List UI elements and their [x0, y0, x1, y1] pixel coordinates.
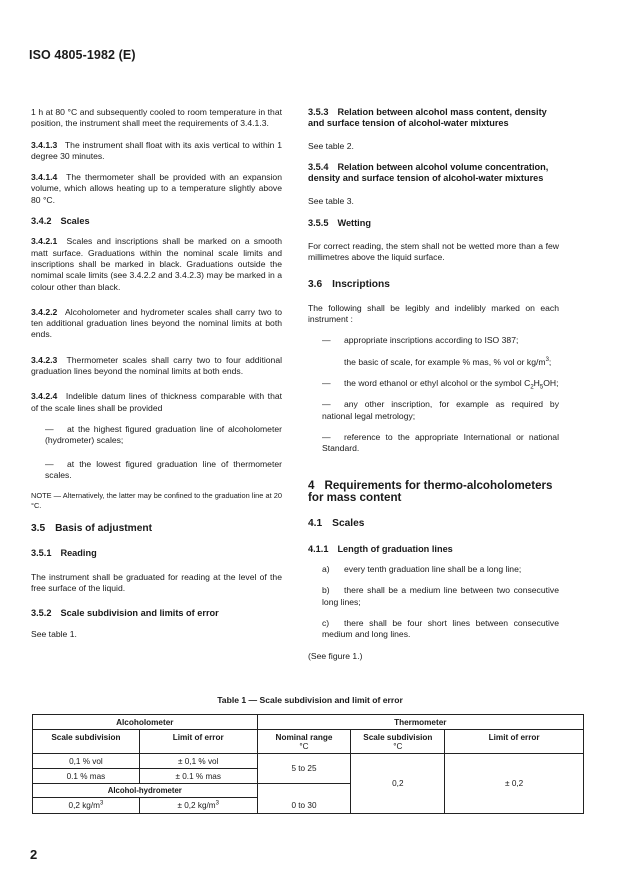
cell-subdivision: 0.1 % mas [33, 769, 140, 784]
paragraph-continuation: 1 h at 80 °C and subsequently cooled to room temperature in that position, the instrument shall meet the requirements of 3.4.1.3. [31, 107, 282, 129]
clause-3-4-2-4 [31, 391, 282, 414]
cell-text: ± 0,2 kg/m [177, 801, 216, 810]
list-item-text: the basic of scale, for example % mas, % vol or kg/m [344, 356, 546, 367]
heading-number: 4.1 [308, 518, 323, 530]
paragraph: The instrument shall be graduated for reading at the level of the free surface of the liquid. [31, 571, 282, 594]
paragraph: The following shall be legibly and indelibly marked on each instrument : [308, 302, 559, 325]
heading-3-5-1 [31, 548, 282, 559]
clause-text: Alcoholometer and hydrometer scales shall carry two to ten additional graduation lines beyond the nominal limits at both ends. [31, 306, 282, 340]
clause-text: Thermometer scales shall carry two to four additional graduation lines beyond the nominal limits at both ends. [31, 354, 283, 377]
dash-bullet: — [322, 399, 331, 410]
right-column [308, 107, 559, 672]
paragraph: See table 1. [31, 628, 77, 639]
heading-3-5 [31, 523, 282, 534]
cell-subdivision [33, 798, 140, 814]
group-header-alcoholometer: Alcoholometer [33, 715, 258, 730]
heading-title: Basis of adjustment [55, 523, 152, 535]
clause-number: 3.4.1.3 [31, 139, 58, 150]
clause-number: 3.4.2.2 [31, 306, 58, 317]
list-item-text: reference to the appropriate International or national Standard. [322, 431, 559, 454]
clause-text: The instrument shall float with its axis vertical to within 1 degree 30 minutes. [31, 139, 282, 161]
clause-3-4-2-1 [31, 236, 282, 292]
list-item [308, 564, 559, 575]
paragraph: See table 2. [308, 141, 354, 151]
heading-3-5-4 [308, 162, 559, 183]
list-label: c) [322, 617, 330, 628]
clause-3-4-1-3 [31, 140, 282, 163]
cell-subdivision: 0,1 % vol [33, 754, 140, 769]
clause-3-4-2-3 [31, 355, 282, 378]
header-unit: °C [299, 742, 309, 751]
punctuation: ; [548, 356, 552, 367]
list-label: b) [322, 585, 330, 596]
heading-title: Inscriptions [332, 279, 390, 291]
heading-title: Wetting [337, 217, 371, 228]
heading-number: 3.5.2 [31, 608, 52, 619]
heading-number: 3.6 [308, 279, 323, 291]
paragraph: For correct reading, the stem shall not be wetted more than a few millimetres above the liquid surface. [308, 240, 559, 263]
dash-bullet: — [322, 377, 331, 388]
superscript: 3 [215, 800, 219, 807]
heading-number: 3.5 [31, 523, 46, 535]
cell-t-limit: ± 0,2 [445, 754, 584, 814]
heading-3-6 [308, 279, 559, 290]
table-title: Table 1 — Scale subdivision and limit of error [217, 695, 403, 705]
clause-3-4-2-2 [31, 307, 282, 341]
col-header-nominal-range [257, 730, 351, 754]
list-item-text: OH; [543, 377, 559, 388]
heading-title: Relation between alcohol volume concentration, density and surface tension of alcohol-water mixtures [308, 162, 549, 183]
header-label: Scale subdivision [363, 733, 433, 742]
page-number: 2 [30, 847, 38, 862]
header-label: Nominal range [275, 733, 333, 742]
subgroup-header-alcohol-hydrometer: Alcohol-hydrometer [33, 784, 258, 798]
col-header-limit-of-error: Limit of error [139, 730, 257, 754]
clause-3-4-1-4 [31, 172, 282, 206]
list-item [308, 618, 559, 641]
heading-title: Scales [60, 216, 90, 227]
heading-number: 4.1.1 [308, 543, 329, 554]
clause-text: Scales and inscriptions shall be marked on a smooth matt surface. Graduations within the nominal scale limits and inscriptions shall be marked in black. Graduations outside the nomimal scale limits (see 3.4.2.2 and 3.4.2.3) may be marked in a colour other than black. [31, 236, 282, 292]
heading-4-1 [308, 518, 559, 529]
heading-4-1-1 [308, 544, 559, 555]
dash-bullet: — [45, 423, 54, 434]
col-header-scale-subdivision: Scale subdivision [33, 730, 140, 754]
cell-limit: ± 0.1 % mas [139, 769, 257, 784]
group-header-thermometer: Thermometer [257, 715, 583, 730]
clause-number: 3.4.1.4 [31, 172, 58, 183]
list-item [308, 335, 559, 346]
cell-t-subdivision: 0,2 [351, 754, 445, 814]
heading-title: Reading [60, 548, 97, 559]
heading-title: Length of graduation lines [337, 543, 453, 554]
cell-limit [139, 798, 257, 814]
heading-3-4-2 [31, 216, 282, 227]
heading-3-5-2 [31, 608, 282, 619]
heading-number: 3.5.4 [308, 162, 329, 173]
cell-nominal-range: 0 to 30 [257, 784, 351, 814]
clause-number: 3.4.2.4 [31, 391, 58, 402]
clause-text: Indelible datum lines of thickness comparable with that of the scale lines shall be provided [31, 391, 283, 413]
list-item-text: at the lowest figured graduation line of thermometer scales. [45, 458, 282, 480]
heading-3-5-5 [308, 218, 559, 229]
list-item [308, 585, 559, 608]
paragraph: See table 3. [308, 196, 354, 207]
heading-number: 3.4.2 [31, 216, 52, 227]
clause-number: 3.4.2.1 [31, 236, 58, 247]
cell-nominal-range: 5 to 25 [257, 754, 351, 784]
heading-4 [308, 480, 559, 504]
list-item-text: every tenth graduation line shall be a long line; [344, 564, 522, 575]
clause-number: 3.4.2.3 [31, 354, 58, 365]
col-header-t-scale-subdivision [351, 730, 445, 754]
superscript: 3 [545, 356, 549, 363]
list-item-text: the word ethanol or ethyl alcohol or the symbol C [344, 377, 531, 388]
list-item-text: there shall be four short lines between consecutive medium and long lines. [322, 617, 559, 640]
dash-bullet: — [322, 335, 331, 346]
list-item-text: H [533, 377, 540, 388]
cell-limit: ± 0,1 % vol [139, 754, 257, 769]
heading-number: 4 [308, 479, 315, 493]
clause-text: The thermometer shall be provided with an expansion volume, which allows heating up to a temperature slightly above 80 °C. [31, 172, 282, 205]
list-item [31, 459, 282, 482]
col-header-t-limit-of-error: Limit of error [445, 730, 584, 754]
list-item [308, 399, 559, 422]
heading-3-5-3 [308, 107, 559, 128]
subscript: 5 [539, 384, 544, 391]
subscript: 2 [530, 384, 534, 391]
note: NOTE — Alternatively, the latter may be confined to the graduation line at 20 °C. [31, 491, 282, 511]
list-item-text: at the highest figured graduation line of alcoholometer (hydrometer) scales; [45, 423, 282, 446]
list-item [31, 424, 282, 447]
cell-text: 0,2 kg/m [68, 801, 100, 810]
heading-title: Scale subdivision and limits of error [60, 608, 219, 619]
superscript: 3 [99, 800, 104, 807]
header-unit: °C [393, 742, 403, 751]
list-label: a) [322, 564, 330, 575]
list-item [308, 378, 559, 389]
document-header: ISO 4805-1982 (E) [29, 48, 136, 62]
heading-number: 3.5.1 [31, 548, 52, 559]
list-item [308, 432, 559, 455]
left-column [31, 107, 282, 650]
heading-title: Scales [332, 518, 365, 530]
list-item-text: appropriate inscriptions according to ISO 387; [344, 335, 519, 346]
heading-number: 3.5.5 [308, 217, 329, 228]
heading-number: 3.5.3 [308, 107, 329, 117]
see-figure: (See figure 1.) [308, 650, 363, 661]
dash-bullet: — [322, 431, 331, 442]
list-item-text: any other inscription, for example as required by national legal metrology; [322, 399, 559, 421]
heading-title: Requirements for thermo-alcoholometers for mass content [308, 479, 553, 505]
heading-title: Relation between alcohol mass content, density and surface tension of alcohol-water mixtures [308, 107, 547, 128]
list-item [308, 357, 559, 368]
dash-bullet: — [45, 458, 54, 469]
table-scale-subdivision [32, 714, 584, 814]
list-item-text: there shall be a medium line between two consecutive long lines; [322, 585, 559, 607]
